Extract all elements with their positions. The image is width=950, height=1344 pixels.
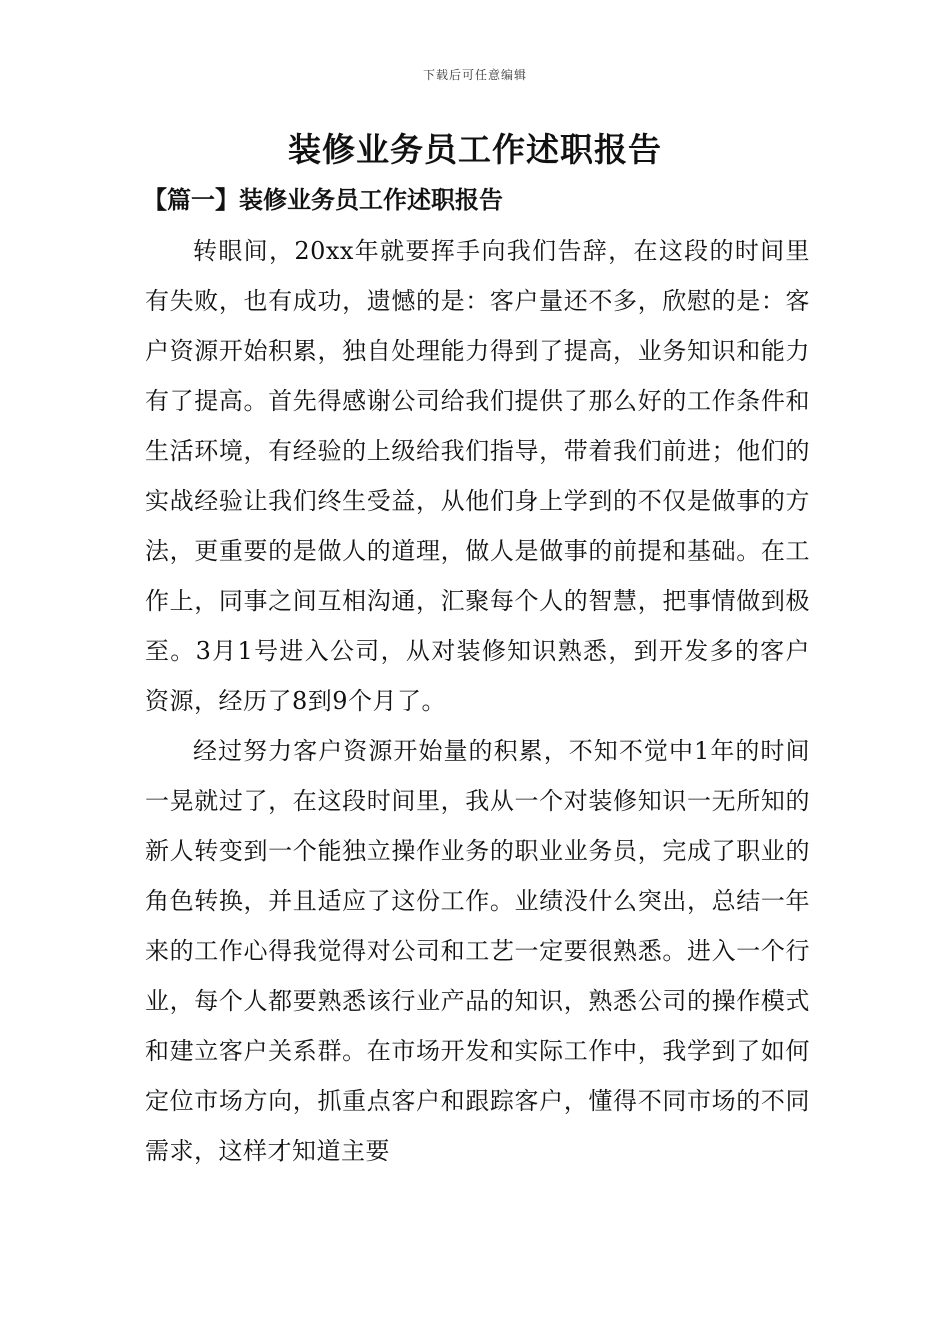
page-header-note: 下载后可任意编辑 [422,68,527,82]
document-body [145,226,810,1176]
body-paragraph-2: 经过努力客户资源开始量的积累，不知不觉中1年的时间一晃就过了，在这段时间里，我从一个对装修知识一无所知的新人转变到一个能独立操作业务的职业业务员，完成了职业的角色转换，并且适应了这份工作。业绩没什么突出，总结一年来的工作心得我觉得对公司和工艺一定要很熟悉。进入一个行业，每个人都要熟悉该行业产品的知识，熟悉公司的操作模式和建立客户关系群。在市场开发和实际工作中，我学到了如何定位市场方向，抓重点客户和跟踪客户，懂得不同市场的不同需求，这样才知道主要 [145,737,810,1165]
document-title: 装修业务员工作述职报告 [288,130,662,169]
section-heading: 【篇一】装修业务员工作述职报告 [143,185,503,214]
body-paragraph-1: 转眼间，20xx年就要挥手向我们告辞，在这段的时间里有失败，也有成功，遗憾的是：客户量还不多，欣慰的是：客户资源开始积累，独自处理能力得到了提高，业务知识和能力有了提高。首先得感谢公司给我们提供了那么好的工作条件和生活环境，有经验的上级给我们指导，带着我们前进；他们的实战经验让我们终生受益，从他们身上学到的不仅是做事的方法，更重要的是做人的道理，做人是做事的前提和基础。在工作上，同事之间互相沟通，汇聚每个人的智慧，把事情做到极至。3月1号进入公司，从对装修知识熟悉，到开发多的客户资源，经历了8到9个月了。 [145,237,810,715]
